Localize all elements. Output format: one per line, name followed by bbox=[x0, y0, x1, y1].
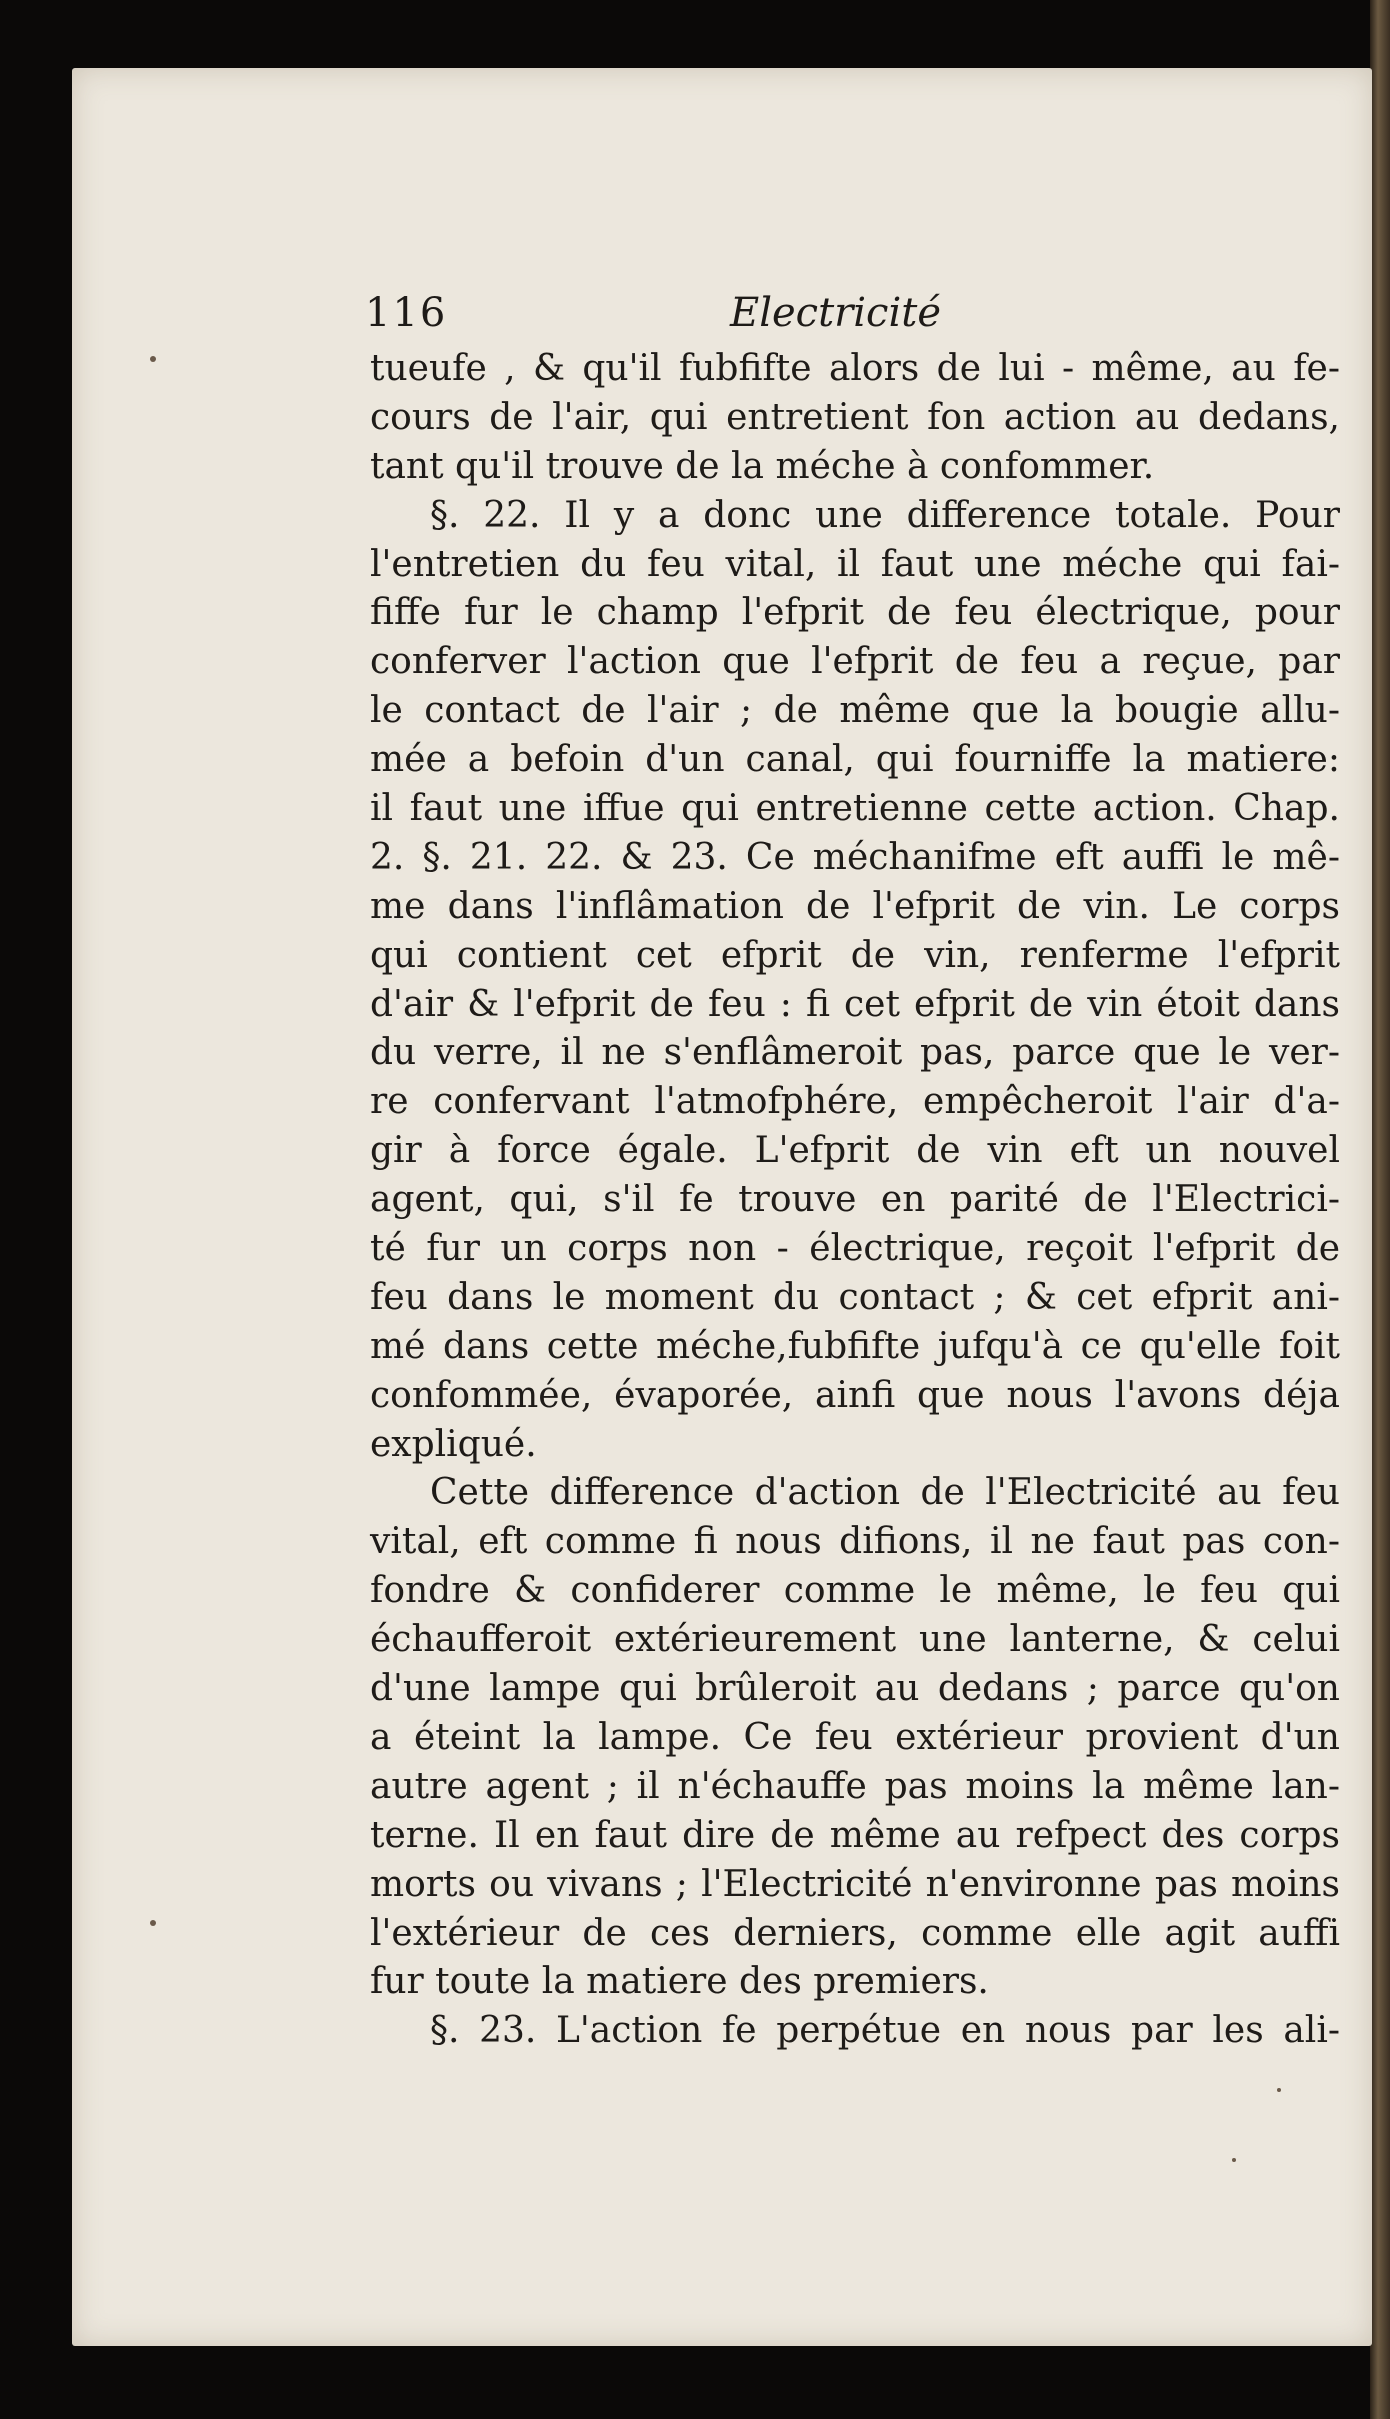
adjacent-page-edge bbox=[1370, 0, 1390, 2419]
text-line: me dans l'inflâmation de l'efprit de vin. Le corps bbox=[370, 885, 1340, 927]
text-line: d'une lampe qui brûleroit au dedans ; parce qu'on bbox=[370, 1668, 1340, 1710]
text-line: vital, eft comme fi nous difions, il ne faut pas con- bbox=[370, 1521, 1340, 1563]
text-line: mé dans cette méche,fubfifte jufqu'à ce qu'elle foit bbox=[370, 1325, 1340, 1367]
text-line: d'air & l'efprit de feu : fi cet efprit de vin étoit dans bbox=[370, 983, 1340, 1025]
text-line: agent, qui, s'il fe trouve en parité de l'Electrici- bbox=[370, 1179, 1340, 1221]
text-line: a éteint la lampe. Ce feu extérieur provient d'un bbox=[370, 1716, 1340, 1758]
text-line: le contact de l'air ; de même que la bougie allu- bbox=[370, 690, 1340, 732]
body-text bbox=[370, 345, 1340, 2056]
running-head: Electricité bbox=[730, 290, 941, 336]
text-line: autre agent ; il n'échauffe pas moins la même lan- bbox=[370, 1765, 1340, 1807]
text-line: terne. Il en faut dire de même au refpect des corps bbox=[370, 1814, 1340, 1856]
text-line: tueufe , & qu'il fubfifte alors de lui - même, au fe- bbox=[370, 348, 1340, 389]
text-line: Cette difference d'action de l'Electricité au feu bbox=[430, 1472, 1340, 1514]
text-line: conferver l'action que l'efprit de feu a reçue, par bbox=[370, 641, 1340, 683]
text-line: feu dans le moment du contact ; & cet efprit ani- bbox=[370, 1276, 1340, 1318]
text-line: cours de l'air, qui entretient fon action au dedans, bbox=[370, 396, 1340, 438]
text-line: mée a befoin d'un canal, qui fourniffe la matiere: bbox=[370, 739, 1340, 781]
text-line: expliqué. bbox=[370, 1423, 537, 1465]
text-line: morts ou vivans ; l'Electricité n'environne pas moins bbox=[370, 1863, 1340, 1905]
text-line: confommée, évaporée, ainfi que nous l'avons déja bbox=[370, 1374, 1340, 1416]
text-line: échaufferoit extérieurement une lanterne, & celui bbox=[370, 1619, 1340, 1661]
text-line: l'extérieur de ces derniers, comme elle agit auffi bbox=[370, 1912, 1340, 1954]
text-line: du verre, il ne s'enflâmeroit pas, parce que le ver- bbox=[370, 1032, 1340, 1074]
ink-speck bbox=[1277, 2088, 1281, 2092]
page-header bbox=[365, 290, 965, 350]
text-line: té fur un corps non - électrique, reçoit l'efprit de bbox=[370, 1228, 1340, 1270]
ink-speck bbox=[150, 1920, 156, 1926]
text-line: l'entretien du feu vital, il faut une méche qui fai- bbox=[370, 543, 1340, 585]
ink-speck bbox=[150, 356, 156, 362]
text-line: re confervant l'atmofphére, empêcheroit l'air d'a- bbox=[370, 1081, 1340, 1123]
page-number: 116 bbox=[365, 290, 448, 336]
text-line: qui contient cet efprit de vin, renferme l'efprit bbox=[370, 934, 1340, 976]
text-line: il faut une iffue qui entretienne cette action. Chap. bbox=[370, 788, 1340, 830]
text-line: fondre & confiderer comme le même, le feu qui bbox=[370, 1570, 1340, 1612]
text-line: gir à force égale. L'efprit de vin eft un nouvel bbox=[370, 1130, 1340, 1172]
text-line: fur toute la matiere des premiers. bbox=[370, 1961, 989, 2003]
text-line: 2. §. 21. 22. & 23. Ce méchanifme eft auffi le mê- bbox=[370, 836, 1340, 878]
text-line: §. 22. Il y a donc une difference totale. Pour bbox=[430, 494, 1340, 536]
text-line: fiffe fur le champ l'efprit de feu électrique, pour bbox=[370, 592, 1340, 634]
text-line: §. 23. L'action fe perpétue en nous par les ali- bbox=[430, 2010, 1340, 2052]
ink-speck bbox=[1232, 2158, 1236, 2162]
text-line: tant qu'il trouve de la méche à confommer. bbox=[370, 445, 1155, 487]
